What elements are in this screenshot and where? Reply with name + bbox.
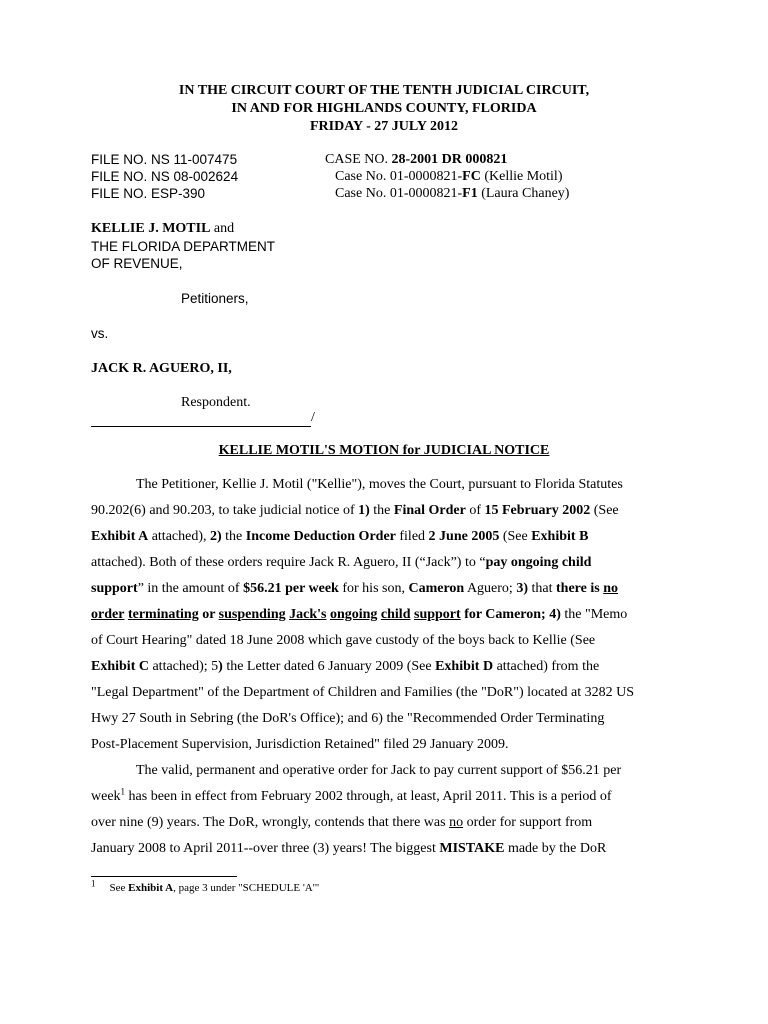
emphasis: pay ongoing child — [485, 555, 592, 570]
emphasis-underlined: Jack's — [289, 607, 327, 622]
emphasis-underlined: order — [91, 607, 125, 622]
petitioner-name: KELLIE J. MOTIL — [91, 221, 211, 236]
body-line-4 — [91, 555, 676, 571]
footnote-number: 1 — [91, 878, 96, 889]
text: January 2008 to April 2011--over three (3) years! The biggest — [91, 841, 440, 856]
text: (See — [499, 529, 532, 544]
caption-underline — [91, 426, 311, 427]
case-prefix: Case No. 01-0000821- — [335, 186, 463, 201]
text: made by the DoR — [504, 841, 607, 856]
item-number: 2) — [210, 529, 222, 544]
body-line-10: Hwy 27 South in Sebring (the DoR's Office); and 6) the "Recommended Order Terminating — [91, 711, 605, 726]
text: Aguero; — [464, 581, 517, 596]
emphasis: support — [91, 581, 138, 596]
footnote-divider — [91, 876, 237, 877]
case-suffix-code: F1 — [462, 186, 478, 201]
text: ” in the amount of — [137, 581, 244, 596]
footnote — [91, 878, 320, 894]
date-heading: FRIDAY - 27 JULY 2012 — [309, 119, 459, 134]
body-line-12: The valid, permanent and operative order for Jack to pay current support of $56.21 per — [136, 763, 622, 778]
text: (See — [590, 503, 619, 518]
text: that — [528, 581, 556, 596]
versus-label: vs. — [91, 326, 109, 341]
case-party: (Kellie Motil) — [480, 169, 563, 184]
text: for his son, — [338, 581, 409, 596]
text: has been in effect from February 2002 through, at least, April 2011. This is a period of — [125, 789, 612, 804]
item-number: 3) — [516, 581, 528, 596]
text: the — [221, 529, 246, 544]
exhibit-ref: Exhibit A — [128, 882, 174, 894]
item-number: 1) — [358, 503, 370, 518]
text: , page 3 under "SCHEDULE 'A'" — [173, 882, 320, 894]
emphasis: 15 February 2002 — [484, 503, 591, 518]
body-line-3 — [91, 529, 676, 545]
emphasis: for Cameron; 4) — [460, 607, 561, 622]
body-line-15 — [91, 841, 676, 857]
exhibit-ref: Exhibit C — [91, 659, 149, 674]
county-heading: IN AND FOR HIGHLANDS COUNTY, FLORIDA — [231, 101, 537, 116]
emphasis: Final Order — [393, 503, 466, 518]
file-number-3: FILE NO. ESP-390 — [91, 186, 206, 201]
case-number-1 — [325, 152, 507, 168]
emphasis: there is — [556, 581, 604, 596]
motion-title: KELLIE MOTIL'S MOTION for JUDICIAL NOTICE — [218, 443, 550, 458]
case-prefix: CASE NO. — [325, 152, 392, 167]
text: over nine (9) years. The DoR, wrongly, contends that there was — [91, 815, 450, 830]
emphasis-underlined: terminating — [127, 607, 199, 622]
text: attached) from the — [493, 659, 600, 674]
text: of — [465, 503, 485, 518]
emphasis-underlined: child — [380, 607, 411, 622]
body-line-13 — [91, 786, 676, 805]
emphasis-underlined: no — [603, 581, 618, 596]
file-number-1: FILE NO. NS 11-007475 — [91, 152, 238, 167]
text: the — [369, 503, 394, 518]
petitioner-line-3: OF REVENUE, — [91, 256, 183, 271]
respondent-label: Respondent. — [181, 395, 251, 410]
text: 90.202(6) and 90.203, to take judicial notice of — [91, 503, 359, 518]
body-line-6 — [91, 607, 676, 623]
body-line-14 — [91, 815, 676, 831]
text: See — [109, 882, 129, 894]
emphasis-underlined: ongoing — [329, 607, 378, 622]
court-heading: IN THE CIRCUIT COURT OF THE TENTH JUDICIAL CIRCUIT, — [178, 83, 590, 98]
text: attached); 5 — [148, 659, 219, 674]
petitioner-line-2: THE FLORIDA DEPARTMENT — [91, 239, 276, 254]
emphasis: Income Deduction Order — [245, 529, 396, 544]
emphasis: MISTAKE — [439, 841, 505, 856]
caption-slash: / — [311, 410, 315, 425]
exhibit-ref: Exhibit A — [91, 529, 149, 544]
body-line-7: of Court Hearing" dated 18 June 2008 which gave custody of the boys back to Kellie (See — [91, 633, 596, 648]
body-line-1: The Petitioner, Kellie J. Motil ("Kellie"), moves the Court, pursuant to Florida Statutes — [136, 477, 623, 492]
text: attached). Both of these orders require Jack R. Aguero, II (“Jack”) to “ — [91, 555, 486, 570]
emphasis: Cameron — [408, 581, 465, 596]
body-line-8 — [91, 659, 676, 675]
case-number-bold: 28-2001 DR 000821 — [391, 152, 508, 167]
underlined-text: no — [449, 815, 464, 830]
emphasis-underlined: suspending — [218, 607, 286, 622]
body-line-5 — [91, 581, 676, 597]
case-prefix: Case No. 01-0000821- — [335, 169, 463, 184]
text: the Letter dated 6 January 2009 (See — [222, 659, 436, 674]
text: week — [91, 789, 121, 804]
text: attached), — [148, 529, 210, 544]
petitioners-label: Petitioners, — [181, 291, 249, 306]
item-number: ) — [218, 659, 223, 674]
emphasis-underlined: support — [414, 607, 461, 622]
case-party: (Laura Chaney) — [477, 186, 570, 201]
body-line-11: Post-Placement Supervision, Jurisdiction Retained" filed 29 January 2009. — [91, 737, 509, 752]
footnote-marker: 1 — [120, 786, 126, 797]
emphasis: or — [198, 607, 219, 622]
file-number-2: FILE NO. NS 08-002624 — [91, 169, 239, 184]
exhibit-ref: Exhibit B — [531, 529, 589, 544]
emphasis: 2 June 2005 — [428, 529, 500, 544]
exhibit-ref: Exhibit D — [435, 659, 494, 674]
petitioner-and: and — [210, 221, 235, 236]
body-line-9: "Legal Department" of the Department of Children and Families (the "DoR") located at 3282 US — [91, 685, 635, 700]
text: order for support from — [463, 815, 593, 830]
case-number-2 — [335, 169, 562, 185]
text: the "Memo — [560, 607, 628, 622]
body-line-2 — [91, 503, 676, 519]
petitioner-name-line — [91, 221, 234, 237]
emphasis: $56.21 per week — [243, 581, 339, 596]
text: filed — [395, 529, 429, 544]
case-number-3 — [335, 186, 569, 202]
case-suffix-code: FC — [462, 169, 481, 184]
respondent-name: JACK R. AGUERO, II, — [91, 361, 232, 376]
